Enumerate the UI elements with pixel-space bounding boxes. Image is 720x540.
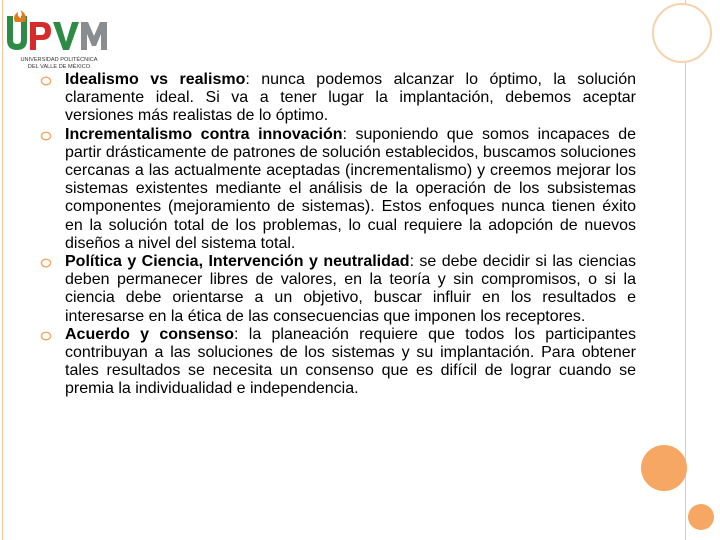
bullet-text xyxy=(65,71,636,126)
decorative-circle-large xyxy=(641,445,687,491)
frame-left-line xyxy=(2,0,3,540)
circle-bullet-icon xyxy=(40,331,52,341)
upvm-logo-mark xyxy=(4,10,108,56)
bullet-heading: Acuerdo y consenso xyxy=(65,325,235,343)
bullet-heading: Política y Ciencia, Intervención y neutralidad xyxy=(65,253,410,271)
bullet-item-acuerdo xyxy=(40,326,636,399)
bullet-text xyxy=(65,126,636,253)
bullet-item-incrementalismo xyxy=(40,126,636,253)
bullet-body: : suponiendo que somos incapaces de partir drásticamente de patrones de solución establecidos, buscamos soluciones cercanas a las actualmente aceptadas (incrementalismo) y creemos mejorar los sistemas existentes mediante el análisis de la operación de los subsistemas componentes (mejoramiento de sistemas). Estos enfoques nunca tienen éxito en la solución total de los problemas, lo cual requiere la adopción de nuevos diseños a nivel del sistema total. xyxy=(65,125,636,252)
bullet-body: : se debe decidir si las ciencias deben permanecer libres de valores, en la teoría y sin compromisos, o si la ciencia debe orientarse a un objetivo, buscar influir en los resultados e interesarse en la ética de las consecuencias que imponen los receptores. xyxy=(65,253,636,325)
bullet-body: : la planeación requiere que todos los participantes contribuyan a las soluciones de los sistemas y su implantación. Para obtener tales resultados se necesita un consenso que es difícil de lograr cuando se premia la individualidad e independencia. xyxy=(65,325,637,398)
bullet-item-politica xyxy=(40,253,636,326)
bullet-list xyxy=(40,71,636,399)
logo-subtitle-line2: DEL VALLE DE MÉXICO xyxy=(27,64,91,70)
circle-bullet-icon xyxy=(40,76,52,86)
university-logo xyxy=(4,10,108,70)
logo-subtitle-line1: UNIVERSIDAD POLITÉCNICA xyxy=(20,57,98,63)
bullet-text xyxy=(65,253,636,326)
bullet-heading: Idealismo vs realismo xyxy=(65,71,246,88)
bullet-text xyxy=(65,326,636,399)
decorative-circle-outline xyxy=(652,3,712,63)
decorative-circle-small xyxy=(688,504,714,530)
bullet-body: : nunca podemos alcanzar lo óptimo, la solución claramente ideal. Si va a tener lugar la implantación, debemos aceptar versiones más realistas de lo óptimo. xyxy=(65,71,636,125)
bullet-heading: Incrementalismo contra innovación xyxy=(65,125,343,143)
circle-bullet-icon xyxy=(40,258,52,268)
circle-bullet-icon xyxy=(40,131,52,141)
bullet-item-idealismo xyxy=(40,71,636,126)
